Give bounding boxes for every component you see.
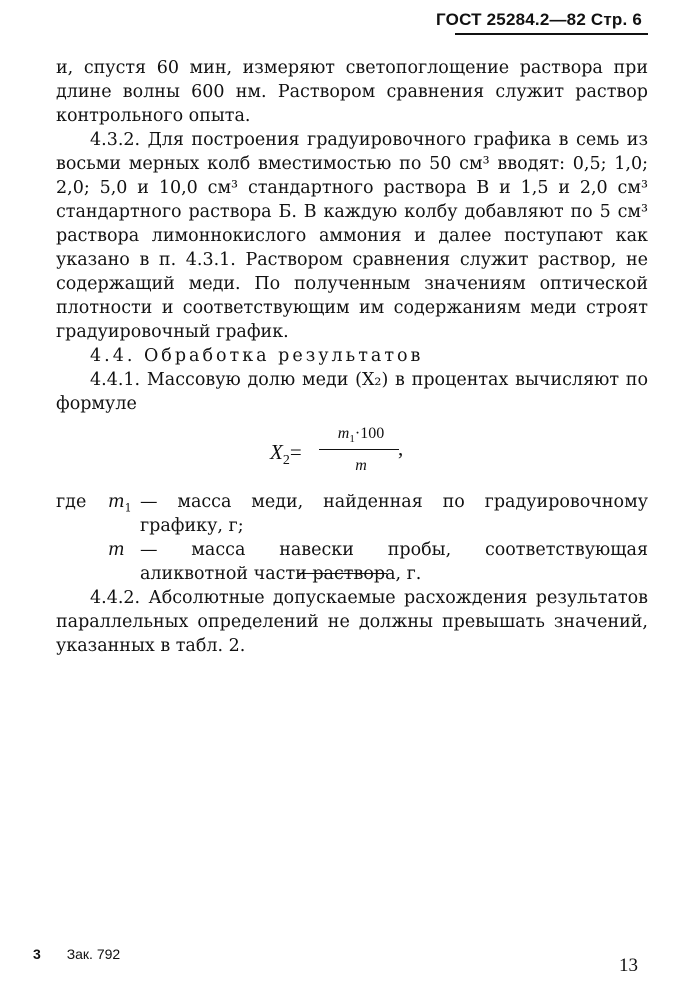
where-symbol: $m_1$ [108, 492, 132, 515]
paragraph-4-4-2: 4.4.2. Абсолютные допускаемые расхождения результатов параллельных определений не должны превышать значений, указанных в табл. 2. [56, 588, 648, 656]
where-item [56, 538, 648, 586]
where-description: — масса навески пробы, соответствующая аликвотной части раствора, г. [140, 540, 648, 584]
formula-comma: , [398, 436, 404, 460]
section-heading: 4.4. Обработка результатов [90, 346, 424, 366]
formula-numerator: $m_1\cdot 100$ [337, 425, 385, 446]
page-header: ГОСТ 25284.2—82 Стр. 6 [436, 10, 642, 29]
formula [56, 422, 648, 484]
paragraph-4-3-2: 4.3.2. Для построения градуировочного графика в семь из восьми мерных колб вместимостью по 50 см³ вводят: 0,5; 1,0; 2,0; 5,0 и 10,0 см³ стандартного раствора В и 1,5 и 2,0 см³ стандартного раствора Б. В каждую колбу добавляют по 5 см³ раствора лимоннокислого аммония и далее поступают как указано в п. 4.3.1. Раствором сравнения служит раствор, не содержащий меди. По полученным значениям оптической плотности и соответствующим им содержаниям меди строят градуировочный график. [56, 130, 648, 342]
formula-lhs: $X_2=$ [270, 440, 302, 469]
fraction-bar [319, 449, 399, 450]
paragraph-4-4-1: 4.4.1. Массовую долю меди (X₂) в процентах вычисляют по формуле [56, 370, 648, 414]
sheet-number: 3 [33, 946, 41, 962]
footer-left [33, 946, 120, 962]
where-item [56, 490, 648, 538]
where-symbol: m [108, 540, 125, 560]
where-description: — масса меди, найденная по градуировочному графику, г; [140, 492, 648, 536]
order-number: Зак. 792 [66, 946, 121, 962]
page-number: 13 [619, 955, 638, 976]
where-label: где [56, 492, 87, 512]
header-rule [455, 33, 648, 35]
formula-denominator: m [355, 457, 367, 474]
end-rule [297, 573, 387, 574]
paragraph-continued: и, спустя 60 мин, измеряют светопоглощение раствора при длине волны 600 нм. Раствором сравнения служит раствор контрольного опыта. [56, 58, 648, 126]
document-body [56, 56, 648, 658]
